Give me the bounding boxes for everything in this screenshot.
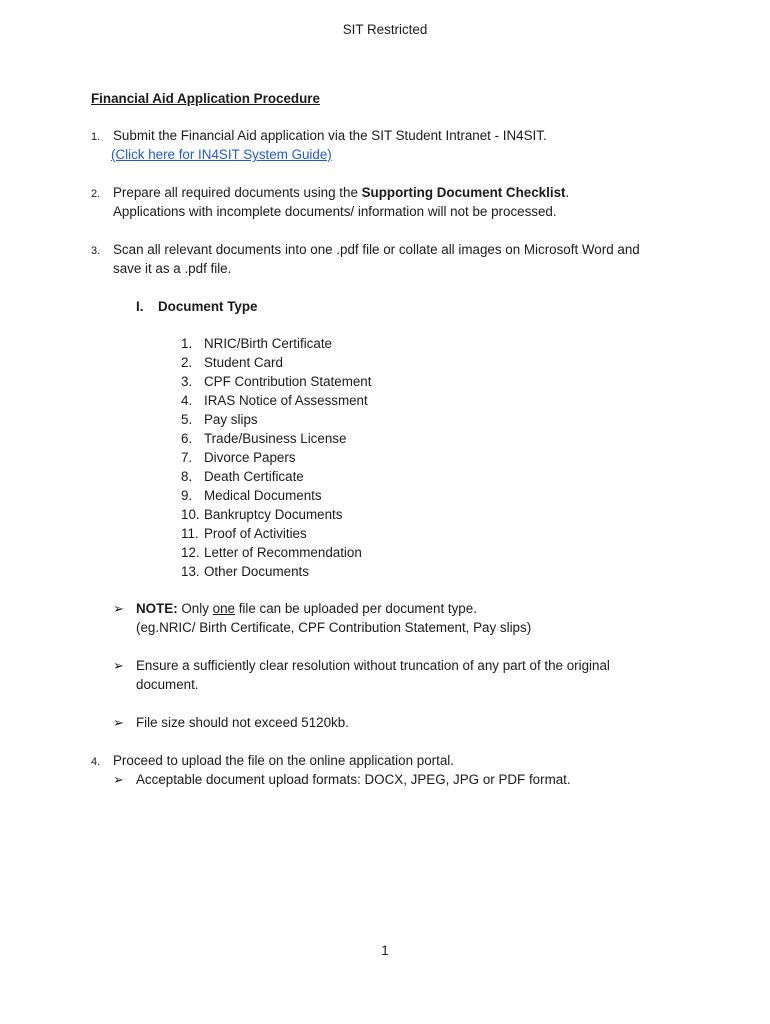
resolution-note: Ensure a sufficiently clear resolution without truncation of any part of the original: [136, 658, 610, 673]
filesize-note: File size should not exceed 5120kb.: [136, 715, 349, 730]
doc-item-number: 5.: [181, 412, 193, 427]
step-1-number: 1.: [91, 131, 101, 143]
doc-item-number: 4.: [181, 393, 193, 408]
doc-item-label: Student Card: [204, 355, 283, 370]
page-title: Financial Aid Application Procedure: [91, 91, 320, 106]
doc-item-number: 3.: [181, 374, 193, 389]
doc-item-number: 11.: [181, 526, 199, 541]
step-4-text: Proceed to upload the file on the online application portal.: [113, 753, 454, 768]
doc-item-label: Medical Documents: [204, 488, 322, 503]
step-2-text: [113, 184, 569, 202]
step-3-number: 3.: [91, 245, 101, 257]
arrow-bullet-icon: ➢: [113, 601, 124, 616]
doc-item-label: Pay slips: [204, 412, 258, 427]
arrow-bullet-icon: ➢: [113, 772, 124, 787]
doc-item-label: Letter of Recommendation: [204, 545, 362, 560]
doc-item-label: Bankruptcy Documents: [204, 507, 343, 522]
in4sit-guide-link[interactable]: (Click here for IN4SIT System Guide): [111, 147, 332, 162]
note-label: NOTE:: [136, 601, 178, 616]
doc-item-label: Proof of Activities: [204, 526, 307, 541]
page-number: 1: [381, 943, 389, 958]
doc-item-label: Divorce Papers: [204, 450, 296, 465]
resolution-note-line2: document.: [136, 677, 199, 692]
doc-item-number: 13.: [181, 564, 200, 579]
doc-item-number: 12.: [181, 545, 200, 560]
upload-formats-note: Acceptable document upload formats: DOCX, JPEG, JPG or PDF format.: [136, 772, 571, 787]
doc-item-number: 9.: [181, 488, 193, 503]
supporting-document-checklist: Supporting Document Checklist: [361, 185, 566, 200]
step-4-number: 4.: [91, 756, 101, 768]
doc-item-label: CPF Contribution Statement: [204, 374, 372, 389]
doc-section-heading: Document Type: [158, 299, 258, 314]
step-3-text-line2: save it as a .pdf file.: [113, 261, 232, 276]
doc-item-number: 8.: [181, 469, 193, 484]
doc-item-number: 1.: [181, 336, 193, 351]
doc-section-numeral: I.: [136, 299, 144, 314]
doc-item-number: 2.: [181, 355, 193, 370]
arrow-bullet-icon: ➢: [113, 715, 124, 730]
doc-item-label: NRIC/Birth Certificate: [204, 336, 332, 351]
step-3-text: Scan all relevant documents into one .pdf file or collate all images on Microsoft Word and: [113, 242, 640, 257]
doc-item-number: 7.: [181, 450, 193, 465]
step-2-text-post: .: [565, 185, 570, 200]
note-text-line2: (eg.NRIC/ Birth Certificate, CPF Contribution Statement, Pay slips): [136, 620, 532, 635]
doc-item-label: IRAS Notice of Assessment: [204, 393, 368, 408]
doc-item-number: 6.: [181, 431, 193, 446]
doc-item-label: Death Certificate: [204, 469, 304, 484]
note-post: file can be uploaded per document type.: [234, 601, 477, 616]
step-2-number: 2.: [91, 188, 101, 200]
note-pre: Only: [177, 601, 213, 616]
arrow-bullet-icon: ➢: [113, 658, 124, 673]
note-text: [136, 600, 477, 618]
step-2-text-line2: Applications with incomplete documents/ information will not be processed.: [113, 204, 557, 219]
page-header: SIT Restricted: [342, 22, 428, 37]
doc-item-label: Trade/Business License: [204, 431, 347, 446]
note-underlined: one: [212, 601, 235, 616]
doc-item-number: 10.: [181, 507, 200, 522]
doc-item-label: Other Documents: [204, 564, 309, 579]
step-2-text-pre: Prepare all required documents using the: [113, 185, 362, 200]
step-1-text: Submit the Financial Aid application via the SIT Student Intranet - IN4SIT.: [113, 128, 547, 143]
